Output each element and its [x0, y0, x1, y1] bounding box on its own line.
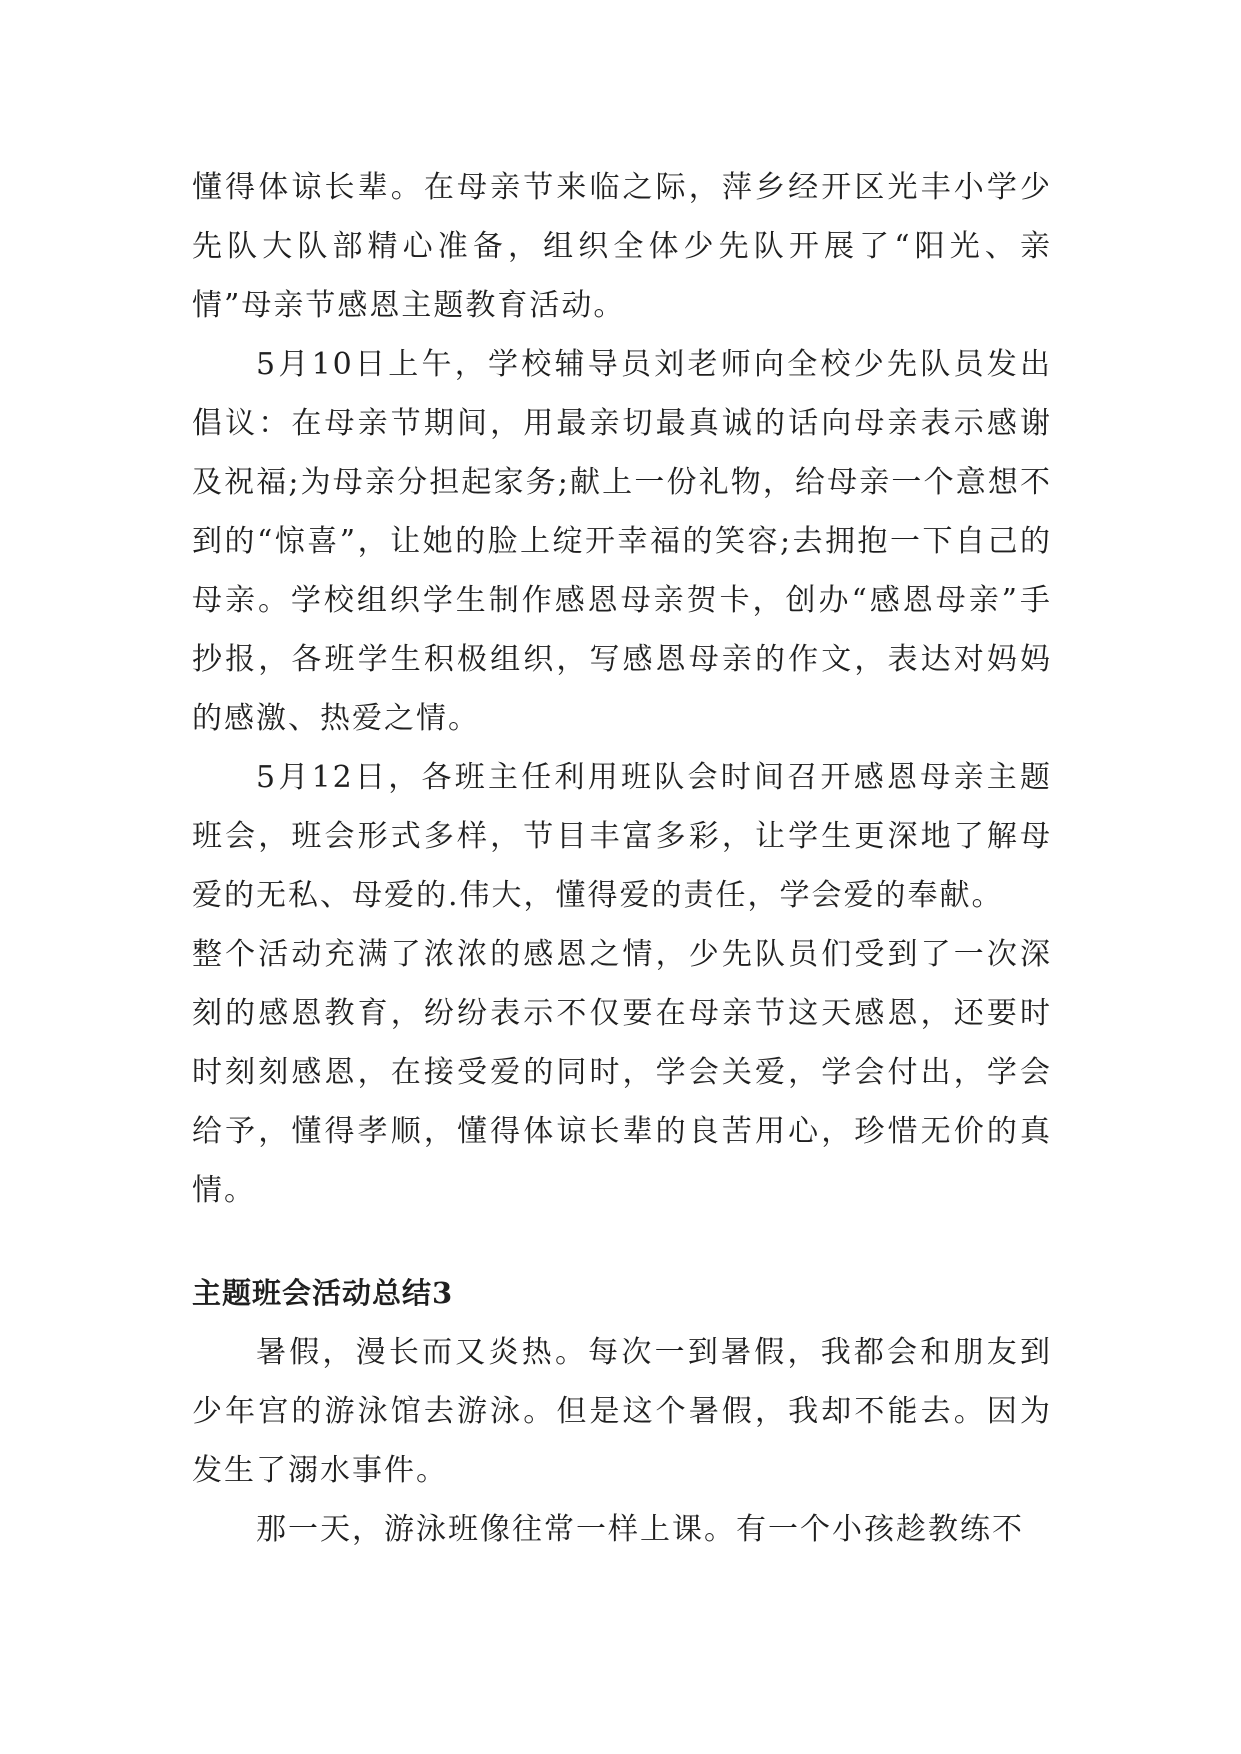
- paragraph-3: 5月12日，各班主任利用班队会时间召开感恩母亲主题班会，班会形式多样，节目丰富多彩，让学生更深地了解母爱的无私、母爱的.伟大，懂得爱的责任，学会爱的奉献。: [192, 760, 1052, 913]
- paragraph-2: 5月10日上午，学校辅导员刘老师向全校少先队员发出倡议：在母亲节期间，用最亲切最真诚的话向母亲表示感谢及祝福;为母亲分担起家务;献上一份礼物，给母亲一个意想不到的“惊喜”，让她的脸上绽开幸福的笑容;去拥抱一下自己的母亲。学校组织学生制作感恩母亲贺卡，创办“感恩母亲”手抄报，各班学生积极组织，写感恩母亲的作文，表达对妈妈的感激、热爱之情。: [192, 347, 1052, 736]
- section-heading: 主题班会活动总结3: [192, 1276, 454, 1310]
- paragraph-4: 整个活动充满了浓浓的感恩之情，少先队员们受到了一次深刻的感恩教育，纷纷表示不仅要在母亲节这天感恩，还要时时刻刻感恩，在接受爱的同时，学会关爱，学会付出，学会给予，懂得孝顺，懂得体谅长辈的良苦用心，珍惜无价的真情。: [192, 937, 1052, 1208]
- paragraph-5: 暑假，漫长而又炎热。每次一到暑假，我都会和朋友到少年宫的游泳馆去游泳。但是这个暑假，我却不能去。因为发生了溺水事件。: [192, 1335, 1052, 1488]
- document-body: [192, 158, 1052, 1559]
- paragraph-6: 那一天，游泳班像往常一样上课。有一个小孩趁教练不: [256, 1512, 1024, 1547]
- paragraph-1: 懂得体谅长辈。在母亲节来临之际，萍乡经开区光丰小学少先队大队部精心准备，组织全体少先队开展了“阳光、亲情”母亲节感恩主题教育活动。: [192, 170, 1052, 323]
